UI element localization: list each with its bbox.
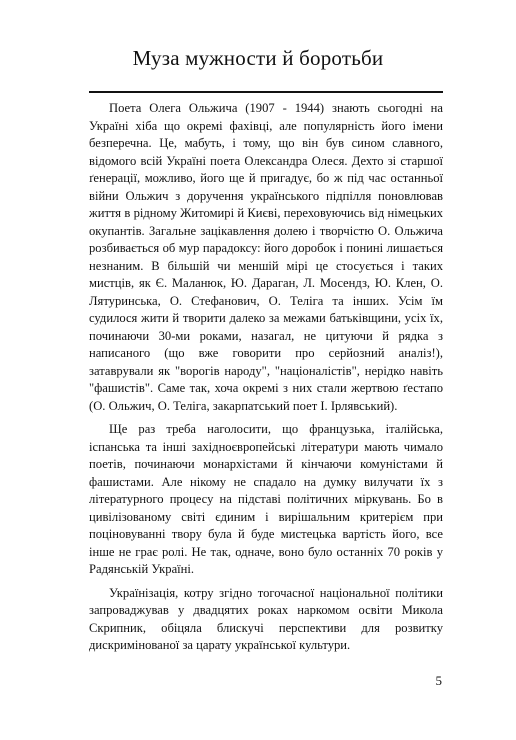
body-text — [89, 100, 443, 661]
paragraph-2: Ще раз треба наголосити, що французька, італійська, іспанська та інші західноєвропейські літератури мають чимало поетів, починаючи монархістами й кінчаючи комуністами й фашистами. Але нікому не спадало на думку вилучати їх з літературного процесу на підставі політичних міркувань. Бо в цивілізованому світі єдиним і вирішальним критерієм при поціновуванні твору була й буде мистецька вартість його, все інше не грає ролі. Не так, одначе, воно було останніх 70 років у Радянській Україні. — [89, 422, 443, 576]
paragraph-3: Українізація, котру згідно тогочасної національної політики запроваджував у двадцятих роках наркомом освіти Микола Скрипник, обіцяла блискучі перспективи для розвитку дискримінованої за царату української культури. — [89, 585, 443, 652]
title-divider — [89, 91, 443, 93]
chapter-title: Муза мужности й боротьби — [132, 46, 384, 70]
paragraph-1: Поета Олега Ольжича (1907 - 1944) знають сьогодні на Україні хіба що окремі фахівці, але популярність його імени безперечна. Це, мабуть, і тому, що він був сином славного, відомого всій Україні поета Олександра Олеся. Дехто зі старшої ґенерації, можливо, його ще й пригадує, бо ж під час останньої війни Ольжич з доручення українського підпілля поновлював життя в рідному Житомирі й Києві, переховуючись від німецьких окупантів. Загальне зацікавлення долею і творчістю О. Ольжича розбивається об мур парадоксу: його доробок і понині лишається незнаним. В більшій чи меншій мірі це стосується і таких мистців, як Є. Маланюк, Ю. Дараган, Л. Мосендз, Ю. Клен, О. Лятуринська, О. Стефанович, О. Теліга та інших. Усім їм судилося жити й творити далеко за межами батьківщини, усіх їх, починаючи 30-ми роками, назагал, не цитуючи й рядка з написаного (що вже говорити про серйозний аналіз!), затаврували як "ворогів народу", "націоналістів", нерідко навіть "фашистів". Саме так, хоча окремі з них стали жертвою ґестапо (О. Ольжич, О. Теліга, закарпатський поет І. Ірлявський). — [89, 101, 443, 413]
page-number: 5 — [435, 673, 442, 688]
